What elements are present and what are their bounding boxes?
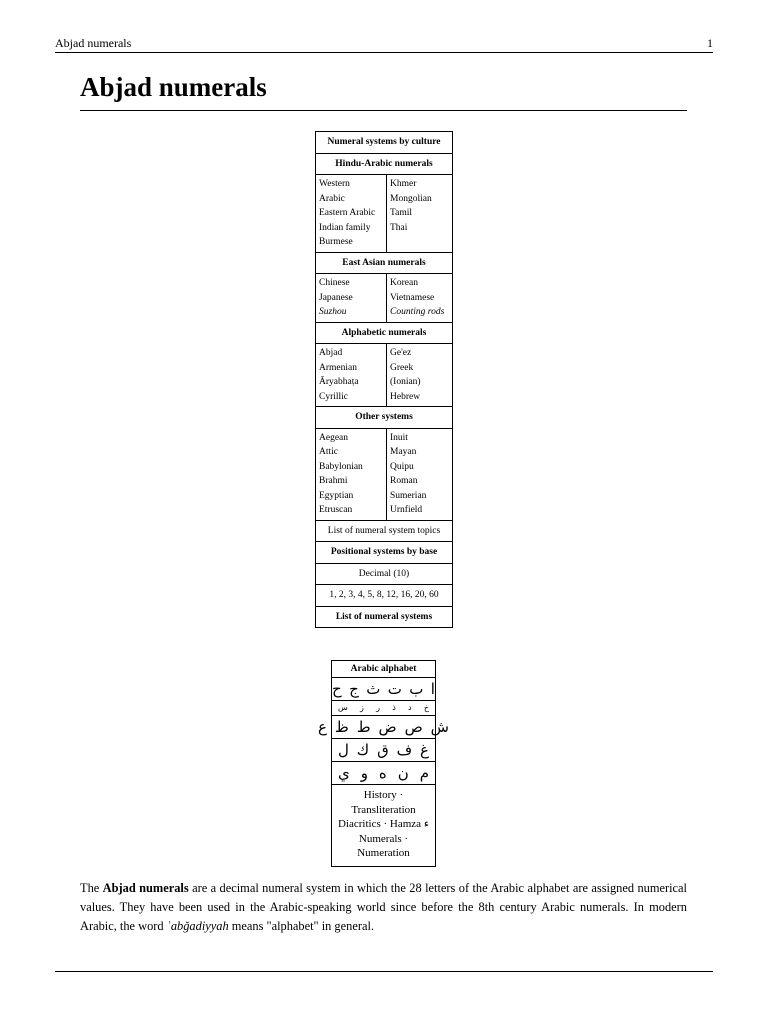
navbox-link[interactable]: Tamil <box>390 208 413 218</box>
arabic-letter[interactable]: ظ <box>334 718 349 736</box>
arabic-letter[interactable]: خ <box>423 703 429 712</box>
text-run: means "alphabet" in general. <box>228 919 374 933</box>
text-run: are a decimal numeral system in which the 28 letters of the Arabic alphabet are assigned numerical values. They have been used in the Arabic-speaking world since before the 8th century Arabic numerals. In modern Arabic, the word <box>80 881 687 933</box>
navbox-link[interactable]: Greek <box>390 362 414 373</box>
navbox-link[interactable]: Aegean <box>319 432 349 443</box>
navbox-link[interactable]: Thai <box>390 222 408 233</box>
arabic-letter[interactable]: ر <box>376 703 380 712</box>
navbox-link[interactable]: Counting rods <box>390 307 445 317</box>
navbox-link[interactable]: Attic <box>319 447 338 457</box>
letter-row <box>332 678 435 701</box>
arabic-letter[interactable]: ش <box>430 718 449 736</box>
navbox-title: Numeral systems by culture <box>316 132 452 154</box>
footer-link-diacritics[interactable]: Diacritics · Hamza ء <box>337 818 429 830</box>
decimal-link[interactable]: Decimal (10) <box>316 564 452 586</box>
arabic-letter[interactable]: ق <box>377 741 389 759</box>
east-asian-group <box>316 274 452 323</box>
running-header <box>55 36 713 53</box>
arabic-box-footer <box>332 785 435 866</box>
navbox-link[interactable]: Indian family <box>319 222 371 233</box>
page-title: Abjad numerals <box>80 72 267 102</box>
arabic-letter[interactable]: ك <box>356 741 370 759</box>
navbox-link[interactable]: Sumerian <box>390 490 427 501</box>
navbox-link[interactable]: Babylonian <box>319 461 363 472</box>
arabic-letter[interactable]: ن <box>397 764 409 782</box>
arabic-letter[interactable]: ج <box>349 680 359 698</box>
navbox-link[interactable]: Urnfield <box>390 505 423 515</box>
navbox-link[interactable]: Chinese <box>319 278 350 288</box>
navbox-link[interactable]: Western <box>319 179 350 189</box>
navbox-link[interactable]: Khmer <box>390 179 417 189</box>
arabic-letter[interactable]: ت <box>387 680 402 698</box>
arabic-alphabet-box <box>318 660 449 867</box>
bases-links[interactable]: 1, 2, 3, 4, 5, 8, 12, 16, 20, 60 <box>316 585 452 607</box>
letter-row <box>332 762 435 785</box>
east-asian-heading: East Asian numerals <box>316 253 452 275</box>
arabic-letter[interactable]: ه <box>378 764 387 782</box>
list-of-topics-link[interactable]: List of numeral system topics <box>316 521 452 543</box>
arabic-letter[interactable]: ع <box>318 718 327 736</box>
navbox-link[interactable]: Vietnamese <box>390 292 435 303</box>
arabic-alphabet-title: Arabic alphabet <box>332 661 435 678</box>
letter-row <box>332 701 435 716</box>
navbox-link[interactable]: Hebrew <box>390 391 421 402</box>
navbox-link[interactable]: Burmese <box>319 237 353 247</box>
navbox-link[interactable]: Inuit <box>390 432 408 443</box>
footer-link-history[interactable]: History · <box>363 789 404 801</box>
navbox-link[interactable]: Cyrillic <box>319 391 349 402</box>
arabic-letter[interactable]: ي <box>338 764 350 782</box>
list-of-systems-link[interactable]: List of numeral systems <box>335 611 433 622</box>
arabic-letter[interactable]: ز <box>360 703 364 712</box>
other-systems-group <box>316 429 452 521</box>
navbox-link[interactable]: Ge'ez <box>390 348 412 358</box>
hindu-arabic-group <box>316 175 452 253</box>
navbox-link[interactable]: Brahmi <box>319 476 348 486</box>
navbox-link[interactable]: Roman <box>390 476 418 486</box>
other-systems-heading: Other systems <box>316 407 452 429</box>
footer-link-numerals[interactable]: Numerals · <box>358 832 409 845</box>
arabic-letter[interactable]: ل <box>338 741 349 759</box>
title-divider <box>80 110 687 111</box>
navbox-link[interactable]: Āryabhaṭa <box>319 377 359 387</box>
footer-link-transliteration[interactable]: Transliteration <box>351 803 416 816</box>
navbox-link[interactable]: Korean <box>390 278 418 288</box>
italic-term: ʾabǧadiyyah <box>166 919 229 933</box>
arabic-letter[interactable]: ط <box>356 718 371 736</box>
letter-row <box>332 739 435 762</box>
arabic-letter[interactable]: غ <box>420 741 429 759</box>
letter-row <box>318 716 449 738</box>
positional-systems-heading: Positional systems by base <box>316 542 452 564</box>
navbox-link[interactable]: Abjad <box>319 348 343 358</box>
alphabetic-heading: Alphabetic numerals <box>316 323 452 345</box>
hindu-arabic-heading: Hindu-Arabic numerals <box>316 154 452 176</box>
arabic-letter[interactable]: ذ <box>392 703 396 712</box>
arabic-letter[interactable]: ف <box>396 741 413 759</box>
arabic-letter[interactable]: م <box>419 764 429 782</box>
page-number: 1 <box>707 36 713 50</box>
arabic-letter[interactable]: د <box>408 703 412 712</box>
navbox-link[interactable]: (Ionian) <box>390 377 421 387</box>
arabic-letter[interactable]: ث <box>366 680 381 698</box>
arabic-letter[interactable]: ب <box>409 680 424 698</box>
navbox-link[interactable]: Japanese <box>319 292 353 303</box>
navbox-link[interactable]: Mayan <box>390 447 417 457</box>
arabic-letter[interactable]: ح <box>332 680 342 698</box>
alphabetic-group <box>316 344 452 407</box>
navbox-link[interactable]: Eastern Arabic <box>319 208 376 218</box>
navbox-link[interactable]: Quipu <box>390 461 414 472</box>
intro-paragraph <box>80 879 687 936</box>
footer-divider <box>55 971 713 972</box>
letter-row-wrap <box>318 716 449 739</box>
arabic-letter[interactable]: س <box>338 703 348 712</box>
arabic-letter[interactable]: ض <box>378 718 397 736</box>
numeral-systems-navbox <box>315 131 453 628</box>
running-title: Abjad numerals <box>55 36 132 50</box>
navbox-link[interactable]: Mongolian <box>390 193 432 204</box>
navbox-link[interactable]: Suzhou <box>319 307 347 317</box>
text-run: The <box>80 881 103 895</box>
navbox-link[interactable]: Etruscan <box>319 505 353 515</box>
navbox-link[interactable]: Arabic <box>319 193 345 204</box>
bold-term: Abjad numerals <box>102 881 189 895</box>
arabic-letter[interactable]: ص <box>404 718 423 736</box>
footer-link-numeration[interactable]: Numeration <box>357 847 410 859</box>
arabic-letter[interactable]: و <box>360 764 368 782</box>
arabic-letter[interactable]: ا <box>430 680 435 698</box>
navbox-link[interactable]: Egyptian <box>319 490 354 501</box>
navbox-link[interactable]: Armenian <box>319 362 357 373</box>
